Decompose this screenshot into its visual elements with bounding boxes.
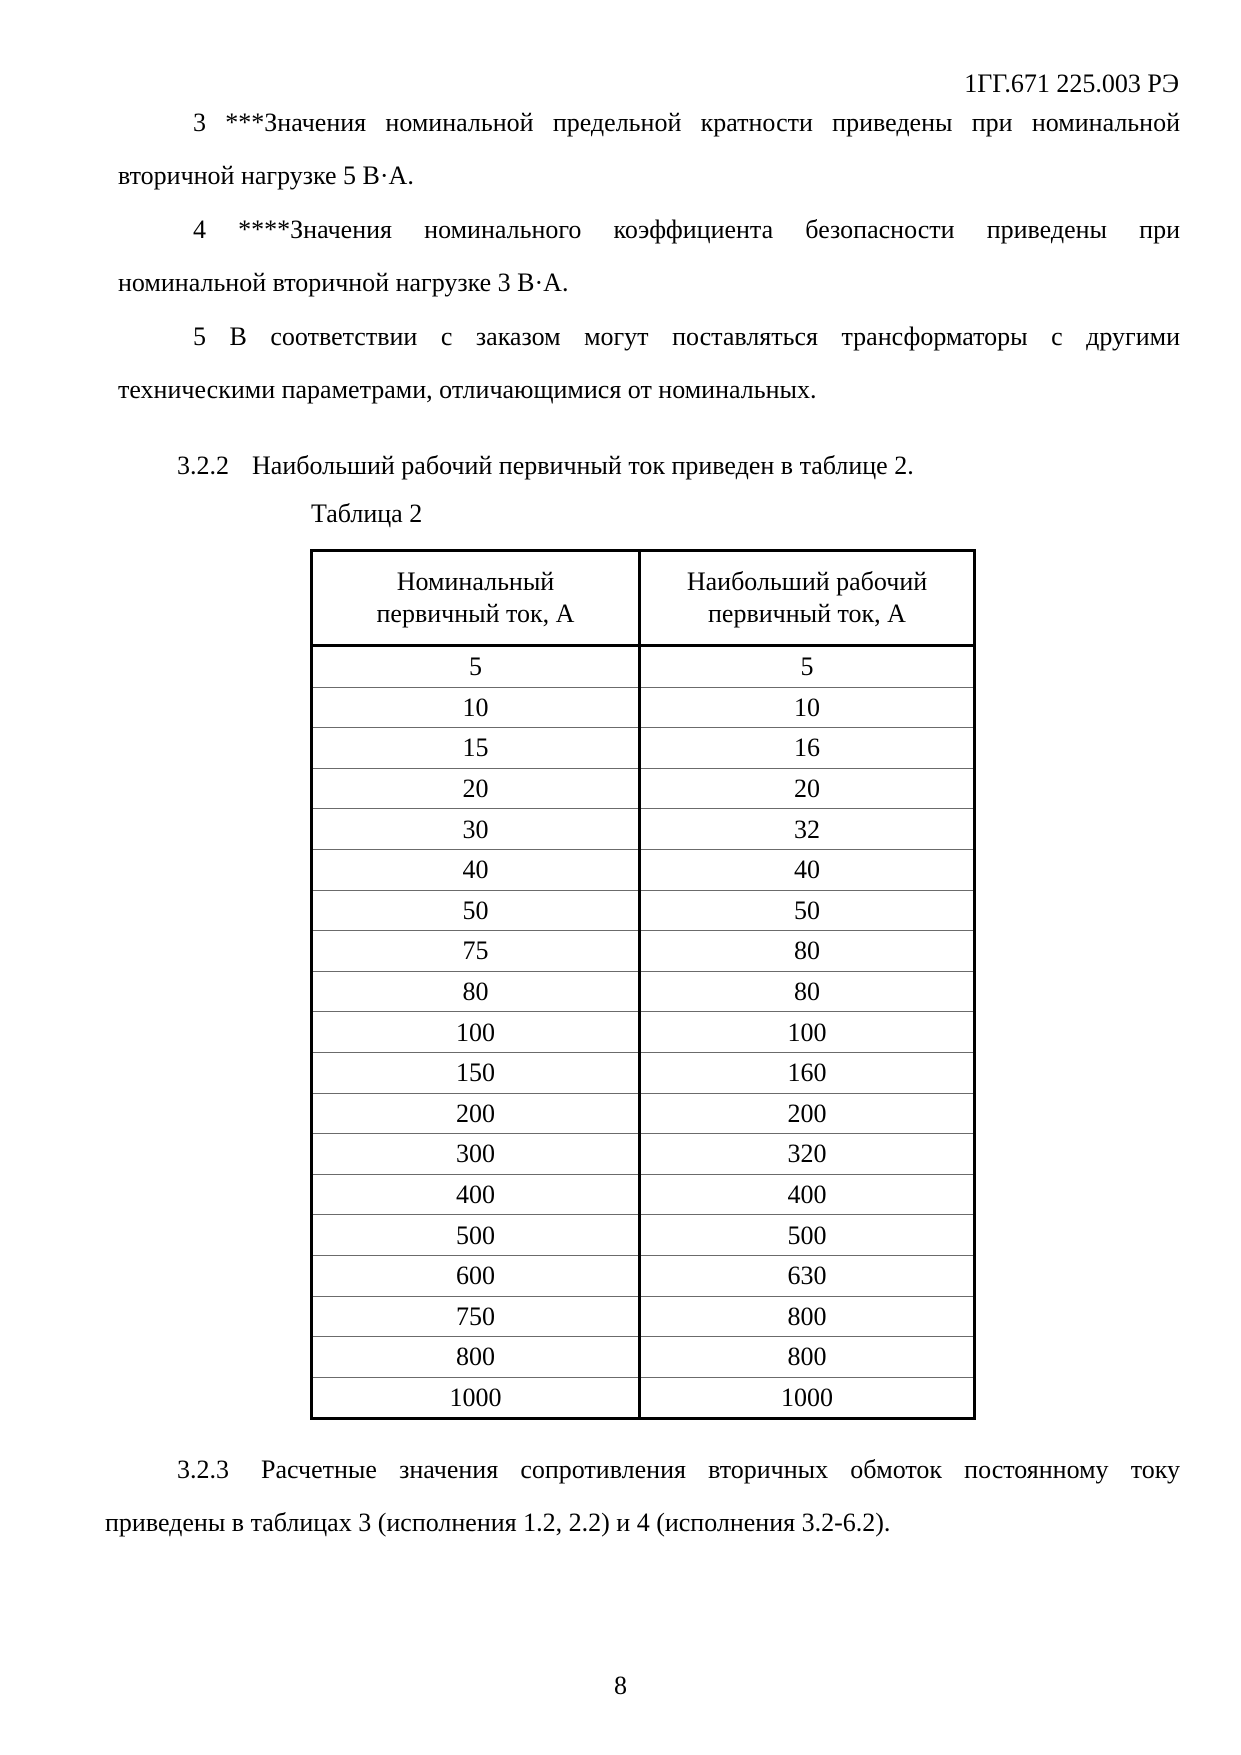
cell-nominal-current: 15 [312,728,640,769]
cell-max-working-current: 5 [640,646,975,688]
cell-nominal-current: 500 [312,1215,640,1256]
section-3-2-3-line-1 [105,1443,1180,1496]
cell-nominal-current: 10 [312,687,640,728]
cell-max-working-current: 1000 [640,1377,975,1419]
table-row [312,931,975,972]
cell-nominal-current: 40 [312,849,640,890]
cell-nominal-current: 150 [312,1052,640,1093]
cell-max-working-current: 320 [640,1134,975,1175]
table-row [312,687,975,728]
table-row [312,809,975,850]
cell-max-working-current: 80 [640,971,975,1012]
section-3-2-3 [105,1443,1180,1549]
table-row [312,1255,975,1296]
table-row [312,890,975,931]
cell-nominal-current: 750 [312,1296,640,1337]
note-5: 5 В соответствии с заказом могут поставляться трансформаторы с другими техническими параметрами, отличающимися от номинальных. [118,321,1180,405]
cell-max-working-current: 20 [640,768,975,809]
table-row [312,1296,975,1337]
section-text-line-2: приведены в таблицах 3 (исполнения 1.2, 2.2) и 4 (исполнения 3.2-6.2). [105,1508,891,1537]
notes-block [118,96,1180,416]
cell-nominal-current: 200 [312,1093,640,1134]
table-body [312,646,975,1419]
cell-max-working-current: 800 [640,1296,975,1337]
table-row [312,971,975,1012]
cell-max-working-current: 200 [640,1093,975,1134]
cell-max-working-current: 800 [640,1337,975,1378]
table-row [312,728,975,769]
table-header-row [312,551,975,646]
cell-nominal-current: 5 [312,646,640,688]
section-number: 3.2.2 [177,451,229,480]
cell-max-working-current: 50 [640,890,975,931]
column-header-nominal-current: Номинальный первичный ток, А [312,551,640,646]
cell-nominal-current: 400 [312,1174,640,1215]
cell-nominal-current: 80 [312,971,640,1012]
table-row [312,1377,975,1419]
cell-nominal-current: 800 [312,1337,640,1378]
table-row [312,1174,975,1215]
table-row [312,1052,975,1093]
table-row [312,1093,975,1134]
table-row [312,646,975,688]
cell-nominal-current: 600 [312,1255,640,1296]
cell-max-working-current: 80 [640,931,975,972]
table-row [312,849,975,890]
cell-nominal-current: 50 [312,890,640,931]
note-3: 3 ***Значения номинальной предельной кратности приведены при номинальной вторичной нагрузке 5 В·А. [118,108,1180,191]
section-text-line-1: Расчетные значения сопротивления вторичных обмоток постоянному току [261,1455,1180,1484]
cell-nominal-current: 30 [312,809,640,850]
cell-max-working-current: 500 [640,1215,975,1256]
cell-nominal-current: 300 [312,1134,640,1175]
table-row [312,768,975,809]
cell-nominal-current: 20 [312,768,640,809]
cell-max-working-current: 400 [640,1174,975,1215]
cell-max-working-current: 32 [640,809,975,850]
document-code: 1ГГ.671 225.003 РЭ [964,69,1179,98]
cell-nominal-current: 75 [312,931,640,972]
table-caption: Таблица 2 [311,499,423,528]
cell-max-working-current: 630 [640,1255,975,1296]
cell-nominal-current: 1000 [312,1377,640,1419]
note-4: 4 ****Значения номинального коэффициента безопасности приведены при номинальной вторичной нагрузке 3 В·А. [118,214,1180,298]
page-number: 8 [614,1671,627,1700]
table-2 [310,549,976,1420]
table-row [312,1134,975,1175]
section-text: Наибольший рабочий первичный ток приведен в таблице 2. [252,451,914,480]
cell-max-working-current: 10 [640,687,975,728]
table-row [312,1215,975,1256]
section-3-2-2 [177,450,1180,482]
table-row [312,1012,975,1053]
cell-max-working-current: 40 [640,849,975,890]
cell-max-working-current: 16 [640,728,975,769]
column-header-max-working-current: Наибольший рабочий первичный ток, А [640,551,975,646]
cell-nominal-current: 100 [312,1012,640,1053]
table-row [312,1337,975,1378]
cell-max-working-current: 160 [640,1052,975,1093]
section-number: 3.2.3 [177,1455,229,1484]
cell-max-working-current: 100 [640,1012,975,1053]
